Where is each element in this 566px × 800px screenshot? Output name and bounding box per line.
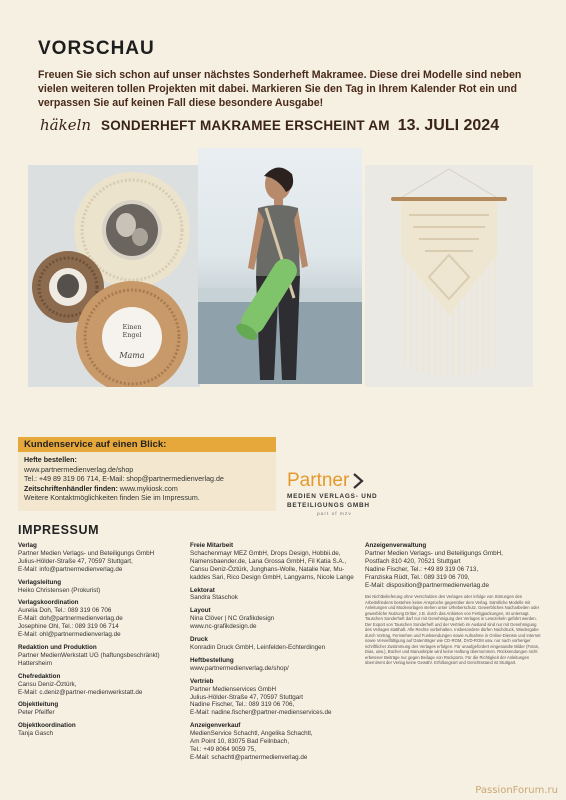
impressum-label: Layout: [190, 607, 211, 615]
order-label: Hefte bestellen:: [24, 456, 77, 464]
dealer-url-link[interactable]: www.mykiosk.com: [119, 484, 178, 493]
impressum-label: Vertrieb: [190, 677, 214, 685]
impressum-line: Partner MedienWerkstatt UG (haftungsbeschränkt): [18, 651, 160, 659]
logo-line2: BETEILIGUNGS GMBH: [287, 502, 370, 509]
impressum-label: Anzeigenverwaltung: [365, 542, 427, 549]
impressum-line: Nadine Fischer, Tel.: 089 319 06 706,: [190, 701, 295, 709]
impressum-line: Julius-Hölder-Straße 47, 70597 Stuttgart: [190, 693, 304, 701]
impressum-line: kaddes Sari, Rico Design GmbH, Langyarns, Nicole Lange: [190, 573, 354, 581]
impressum-line: Cansu Deniz-Öztürk, Junghans-Wolle, Natalie Nar, Mu-: [190, 565, 345, 573]
impressum-label: Objektleitung: [18, 701, 59, 709]
impressum-block: [18, 579, 188, 595]
impressum-block: [18, 644, 188, 668]
impressum-line: Nina Clöver | NC Grafikdesign: [190, 615, 275, 623]
release-date: 13. JULI 2024: [397, 117, 500, 134]
impressum-line: Partner Medien Verlags- und Beteiligungs GmbH: [18, 549, 155, 557]
service-title: Kundenservice auf einen Blick:: [18, 437, 276, 452]
impressum-line: Julius-Hölder-Straße 47, 70597 Stuttgart,: [18, 557, 133, 565]
impressum-label: Druck: [190, 636, 208, 644]
impressum-block: [190, 636, 362, 652]
impressum-block: [190, 607, 362, 631]
impressum-line: Josephine Ohl, Tel.: 089 319 06 714: [18, 623, 119, 631]
impressum-label: Anzeigenverkauf: [190, 722, 241, 730]
impressum-line: MedienService Schachtl, Angelika Schachtl,: [190, 730, 313, 738]
impressum-line: www.nc-grafikdesign.de: [190, 623, 257, 631]
headline-text: SONDERHEFT MAKRAMEE ERSCHEINT AM: [101, 118, 390, 133]
impressum-line: Konradin Druck GmbH, Leinfelden-Echterdingen: [190, 643, 326, 651]
impressum-line: Nadine Fischer, Tel.: +49 89 319 06 713,: [365, 565, 479, 573]
impressum-line: Partner Medien Verlags- und Beteiligungs GmbH,: [365, 549, 503, 557]
legal-notice: Bei Nichtbelieferung ohne Verschulden des Verlages oder infolge von Störungen des Arbeitsfriedens bestehen keine Ansprüche gegenüber dem Verlag. Sämtliche Modelle mit Anleitungen und Modevorlagen stehen unter Urheberschutz. Gewerbliches Nacharbeiten oder gewerbliche Nutzung Dritter, z.B. durch das Anbieten von Fertigpackungen, ist untersagt. Tauschen Sonderheft darf nur mit Genehmigung des Verlages in Lesezirkeln geführt werden. Der Export von Tauschen Sonderheft und der Vertrieb im Ausland sind nur mit Genehmigung des Verlages statthaft. Alle Rechte vorbehalten. Insbesondere dürfen Nachdruck, Wiedergabe durch Vortrag, Fernsehen und Funksendungen sowie Aufnahme in Online-Dienste und Internet sowie Vervielfältigung auf Datenträger wie CD-ROM, DVD-ROM usw. nur nach vorheriger schriftlicher Zustimmung des Verlages erfolgen. Für unaufgefordert eingesandte Bilder (Fotos, Dias, usw.), Bücher und Manuskripte wird keine Haftung übernommen. Rücksendungen nicht erbetener Beiträge nur gegen Beilage von Rückporto. Für die Richtigkeit der Anleitungen übernimmt der Verlag keine Gewähr. Erfüllungsort und Gerichtsstand ist Stuttgart.: [365, 594, 541, 666]
impressum-line: Postfach 810 420, 70521 Stuttgart: [365, 557, 461, 565]
impressum-block: [190, 542, 362, 582]
watermark: PassionForum.ru: [475, 785, 558, 796]
impressum-label: Redaktion und Produktion: [18, 643, 97, 651]
macrame-wall-hanging-photo: [365, 165, 533, 387]
customer-service-box: [18, 437, 276, 511]
impressum-line: Partner Medienservices GmbH: [190, 685, 277, 693]
partner-logo: [287, 470, 417, 517]
impressum-label: Chefredaktion: [18, 672, 61, 680]
impressum-block: [18, 542, 188, 574]
impressum-label: Freie Mitarbeit: [190, 542, 234, 549]
impressum-label: Lektorat: [190, 586, 215, 594]
impressum-line: E-Mail: doh@partnermedienverlag.de: [18, 615, 123, 623]
impressum-line: Cansu Deniz-Öztürk,: [18, 680, 77, 688]
impressum-line: Franziska Rüdt, Tel.: 089 319 06 709,: [365, 573, 470, 581]
impressum-block: [190, 657, 362, 673]
impressum-line: Hattersheim: [18, 659, 52, 667]
impressum-label: Objektkoordination: [18, 722, 76, 730]
script-word: häkeln: [40, 116, 92, 134]
impressum-line: E-Mail: schachtl@partnermedienverlag.de: [190, 753, 308, 761]
impressum-block: [18, 722, 188, 738]
impressum-label: Heftbestellung: [190, 656, 234, 664]
logo-part-of: part of mzv: [317, 512, 352, 517]
logo-line1: MEDIEN VERLAGS- UND: [287, 493, 378, 500]
wall-hanging-illustration: [365, 165, 533, 387]
order-url-link[interactable]: www.partnermedienverlag.de/shop: [24, 465, 134, 474]
frame-text-2: Mama: [119, 351, 145, 360]
impressum-line: www.partnermedienverlag.de/shop/: [190, 664, 289, 672]
impressum-block: [190, 587, 362, 603]
impressum-line: Peter Pfeiffer: [18, 709, 55, 717]
impressum-title: IMPRESSUM: [18, 523, 100, 537]
impressum-block: [18, 701, 188, 717]
intro-text: Freuen Sie sich schon auf unser nächstes Sonderheft Makramee. Diese drei Modelle sind neben vielen weiteren tollen Projekten mit dabei. Markieren Sie den Tag in Ihrem Kalender Rot ein und verpassen Sie auf keinen Fall diese besondere Ausgabe!: [38, 69, 522, 109]
impressum-column-2: [190, 542, 362, 767]
impressum-line: E-Mail: nadine.fischer@partner-medienservices.de: [190, 709, 332, 717]
order-contact: Tel.: +49 89 319 06 714, E-Mail: shop@partnermedienverlag.de: [24, 475, 224, 484]
vorschau-title: VORSCHAU: [38, 38, 155, 59]
frame-text-1: Einen Engel: [122, 323, 142, 339]
yoga-mat-strap-photo: [198, 148, 362, 384]
yoga-woman-illustration: [198, 148, 362, 384]
impressum-block: [18, 599, 188, 639]
impressum-line: E-Mail: disposition@partnermedienverlag.de: [365, 581, 489, 589]
chevron-right-icon: [352, 473, 364, 489]
impressum-label: Verlagskoordination: [18, 599, 79, 607]
impressum-line: Am Point 10, 83075 Bad Feilnbach,: [190, 738, 290, 746]
impressum-block: [190, 722, 362, 762]
impressum-column-1: [18, 542, 188, 743]
impressum-line: E-Mail: ohl@partnermedienverlag.de: [18, 631, 121, 639]
impressum-line: Sandra Staschok: [190, 594, 238, 602]
more-info-text: Weitere Kontaktmöglichkeiten finden Sie im Impressum.: [24, 494, 200, 503]
impressum-block: [365, 542, 543, 589]
logo-word: Partner: [287, 470, 350, 491]
macrame-frames-photo: [28, 165, 200, 387]
impressum-line: Tanja Gasch: [18, 730, 54, 738]
impressum-column-3: [365, 542, 543, 666]
impressum-line: Aurelia Doh, Tel.: 089 319 06 706: [18, 607, 112, 615]
impressum-line: Namensbaender.de, Lana Grossa GmbH, Fil Katia S.A.,: [190, 557, 347, 565]
release-headline: [40, 116, 499, 135]
impressum-block: [190, 678, 362, 718]
dealer-label: Zeitschriftenhändler finden:: [24, 484, 118, 493]
impressum-line: E-Mail: c.deniz@partner-medienwerkstatt.de: [18, 688, 143, 696]
impressum-line: E-Mail: info@partnermedienverlag.de: [18, 565, 123, 573]
impressum-label: Verlag: [18, 542, 37, 549]
impressum-line: Tel.: +49 8064 9059 75,: [190, 745, 256, 753]
impressum-line: Heiko Christensen (Prokurist): [18, 586, 101, 594]
impressum-block: [18, 673, 188, 697]
impressum-label: Verlagsleitung: [18, 578, 62, 586]
impressum-line: Schachenmayr MEZ GmbH, Drops Design, Hobbii.de,: [190, 549, 341, 557]
